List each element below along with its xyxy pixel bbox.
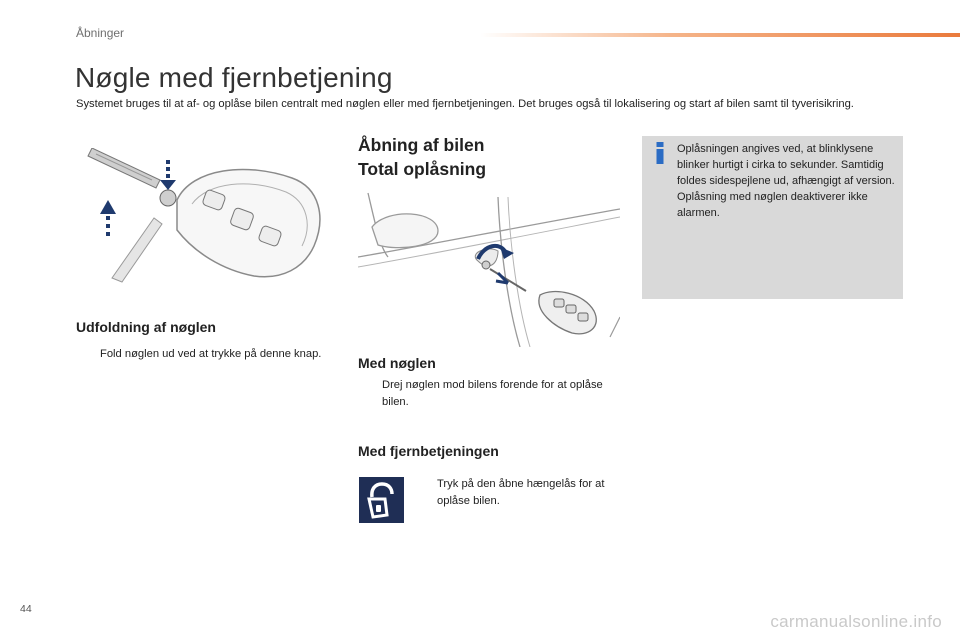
unlock-padlock-tile <box>359 477 404 523</box>
with-key-heading: Med nøglen <box>358 355 436 371</box>
section-label: Åbninger <box>76 26 125 40</box>
key-fold-illustration <box>82 148 328 288</box>
total-unlock-heading: Total oplåsning <box>358 159 487 179</box>
unfold-key-heading: Udfoldning af nøglen <box>76 319 216 335</box>
header-accent-bar <box>480 33 960 37</box>
info-icon <box>655 142 665 164</box>
info-text: Oplåsningen angives ved, at blinklysene blinker hurtigt i cirka to sekunder. Samtidig foldes sidespejlene ud, afhængigt af version. Oplåsning med nøglen deaktiverer ikke alarmen. <box>677 143 895 219</box>
page-number: 44 <box>20 603 32 615</box>
info-box <box>642 136 903 299</box>
with-remote-instruction: Tryk på den åbne hængelås for at oplåse bilen. <box>437 478 605 507</box>
watermark: carmanualsonline.info <box>770 612 942 631</box>
door-lock-illustration <box>358 187 620 347</box>
unfold-key-instruction: Fold nøglen ud ved at trykke på denne knap. <box>100 348 322 360</box>
with-remote-heading: Med fjernbetjeningen <box>358 443 499 459</box>
open-padlock-icon <box>359 477 404 523</box>
intro-paragraph: Systemet bruges til at af- og oplåse bilen centralt med nøglen eller med fjernbetjeningen. Det bruges også til lokalisering og start af bilen samt til tyverisikring. <box>76 98 854 110</box>
opening-heading: Åbning af bilen <box>358 135 485 155</box>
with-key-instruction: Drej nøglen mod bilens forende for at oplåse bilen. <box>382 379 603 408</box>
page-title: Nøgle med fjernbetjening <box>75 62 393 93</box>
